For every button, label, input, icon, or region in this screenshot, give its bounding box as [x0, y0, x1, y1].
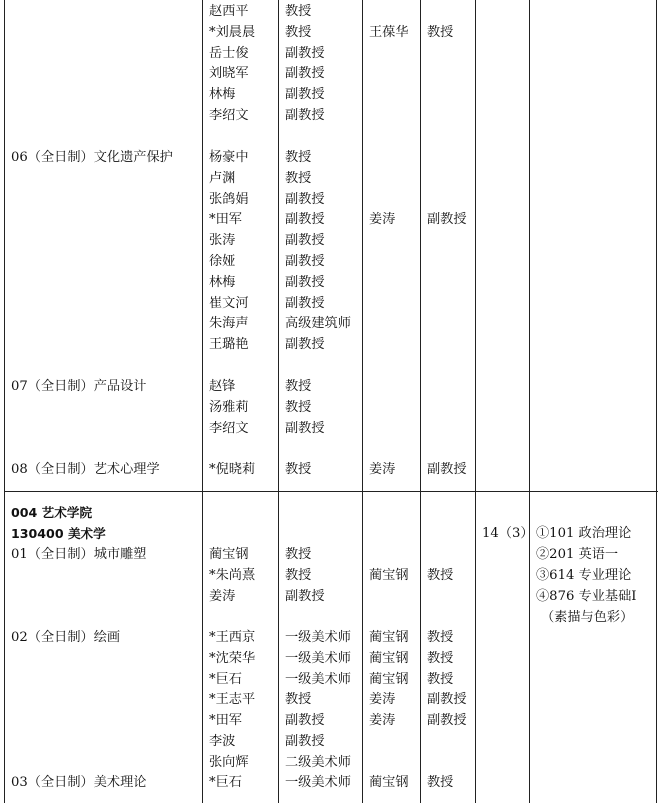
leader-title: 教授: [427, 630, 454, 645]
supervisor-title: 一级美术师: [285, 630, 351, 645]
column-divider: [278, 0, 279, 803]
supervisor-name: 蔺宝钢: [209, 547, 249, 562]
supervisor-name: 岳士俊: [209, 45, 249, 61]
supervisor-title: 副教授: [285, 588, 325, 604]
supervisor-title: 教授: [285, 462, 312, 477]
supervisor-title: 教授: [285, 692, 312, 708]
exam-subject: （素描与色彩）: [541, 610, 634, 625]
leader-name: 蔺宝钢: [369, 671, 409, 687]
supervisor-name: 张涛: [209, 233, 236, 249]
leader-title: 教授: [427, 25, 454, 40]
supervisor-title: 一级美术师: [285, 650, 351, 666]
supervisor-name: *田军: [209, 212, 242, 228]
supervisor-name: 赵锋: [209, 379, 236, 394]
supervisor-name: 卢渊: [209, 170, 236, 186]
supervisor-title: 副教授: [285, 233, 325, 249]
leader-title: 教授: [427, 671, 454, 687]
supervisor-name: 李波: [209, 734, 236, 749]
leader-title: 副教授: [427, 462, 467, 477]
supervisor-title: 副教授: [285, 734, 325, 749]
supervisor-name: 王璐艳: [209, 337, 249, 353]
leader-title: 副教授: [427, 692, 467, 708]
major-name: 130400 美术学: [11, 526, 106, 541]
supervisor-title: 副教授: [285, 191, 325, 207]
column-divider: [362, 0, 363, 803]
supervisor-title: 教授: [285, 170, 312, 186]
supervisor-name: 赵西平: [209, 4, 249, 19]
exam-subject: ③614 专业理论: [536, 568, 632, 583]
program-name: 03（全日制）美术理论: [11, 775, 147, 790]
supervisor-name: *刘晨晨: [209, 24, 256, 40]
leader-title: 副教授: [427, 713, 467, 729]
supervisor-title: 教授: [285, 24, 312, 40]
leader-name: 蔺宝钢: [369, 775, 409, 790]
leader-name: 姜涛: [369, 212, 396, 227]
leader-name: 蔺宝钢: [369, 568, 409, 583]
supervisor-name: 张向辉: [209, 754, 249, 770]
program-name: 07（全日制）产品设计: [11, 379, 147, 394]
program-name: 02（全日制）绘画: [11, 630, 121, 645]
exam-subject: ②201 英语一: [536, 547, 619, 562]
supervisor-title: 副教授: [285, 713, 325, 729]
supervisor-title: 教授: [285, 547, 312, 562]
leader-title: 教授: [427, 568, 454, 583]
supervisor-name: 刘晓军: [209, 66, 249, 82]
leader-title: 教授: [427, 650, 454, 666]
supervisor-name: *巨石: [209, 671, 242, 687]
table-border-left: [4, 0, 5, 803]
leader-name: 王葆华: [369, 25, 409, 40]
supervisor-title: 教授: [285, 399, 312, 415]
column-divider: [202, 0, 203, 803]
supervisor-name: 林梅: [209, 274, 236, 290]
supervisor-name: *王西京: [209, 630, 256, 645]
supervisor-title: 副教授: [285, 254, 325, 269]
supervisor-title: 二级美术师: [285, 754, 351, 770]
supervisor-name: 朱海声: [209, 316, 249, 332]
supervisor-name: 林梅: [209, 87, 236, 103]
table-border-right: [656, 0, 657, 803]
leader-name: 姜涛: [369, 462, 396, 477]
column-divider: [475, 0, 476, 803]
supervisor-title: 副教授: [285, 274, 325, 290]
column-divider: [529, 0, 530, 803]
supervisor-title: 教授: [285, 379, 312, 394]
leader-name: 蔺宝钢: [369, 650, 409, 666]
supervisor-title: 高级建筑师: [285, 316, 351, 332]
supervisor-title: 副教授: [285, 212, 325, 228]
exam-subject: ①101 政治理论: [536, 526, 632, 541]
program-name: 06（全日制）文化遗产保护: [11, 150, 173, 165]
supervisor-title: 副教授: [285, 108, 325, 123]
supervisor-name: 姜涛: [209, 588, 236, 604]
supervisor-name: 杨豪中: [209, 150, 249, 165]
supervisor-name: 崔文河: [209, 295, 249, 311]
supervisor-title: 教授: [285, 150, 312, 165]
supervisor-name: 李绍文: [209, 420, 249, 436]
supervisor-title: 副教授: [285, 87, 325, 103]
supervisor-title: 一级美术师: [285, 671, 351, 687]
supervisor-name: 李绍文: [209, 108, 249, 123]
leader-name: 姜涛: [369, 692, 396, 708]
enrollment-count: 14（3）: [482, 526, 534, 541]
supervisor-name: *倪晓莉: [209, 462, 256, 477]
section-divider: [4, 491, 658, 492]
program-name: 01（全日制）城市雕塑: [11, 547, 147, 562]
supervisor-name: *沈荣华: [209, 650, 256, 666]
supervisor-title: 副教授: [285, 295, 325, 311]
leader-name: 蔺宝钢: [369, 630, 409, 645]
exam-subject: ④876 专业基础Ⅰ: [536, 589, 637, 604]
supervisor-name: 张鸽娟: [209, 191, 249, 207]
supervisor-name: 汤雅莉: [209, 399, 249, 415]
supervisor-title: 教授: [285, 567, 312, 583]
supervisor-title: 副教授: [285, 337, 325, 353]
column-divider: [420, 0, 421, 803]
supervisor-name: *王志平: [209, 692, 256, 708]
college-name: 004 艺术学院: [11, 505, 93, 520]
supervisor-title: 副教授: [285, 420, 325, 436]
leader-title: 副教授: [427, 212, 467, 227]
supervisor-name: 徐娅: [209, 254, 236, 269]
leader-name: 姜涛: [369, 713, 396, 729]
supervisor-title: 教授: [285, 4, 312, 19]
program-name: 08（全日制）艺术心理学: [11, 462, 160, 477]
supervisor-title: 副教授: [285, 45, 325, 61]
supervisor-name: *巨石: [209, 775, 242, 790]
supervisor-title: 副教授: [285, 66, 325, 82]
supervisor-name: *朱尚熹: [209, 567, 256, 583]
supervisor-title: 一级美术师: [285, 775, 351, 790]
supervisor-name: *田军: [209, 713, 242, 729]
leader-title: 教授: [427, 775, 454, 790]
